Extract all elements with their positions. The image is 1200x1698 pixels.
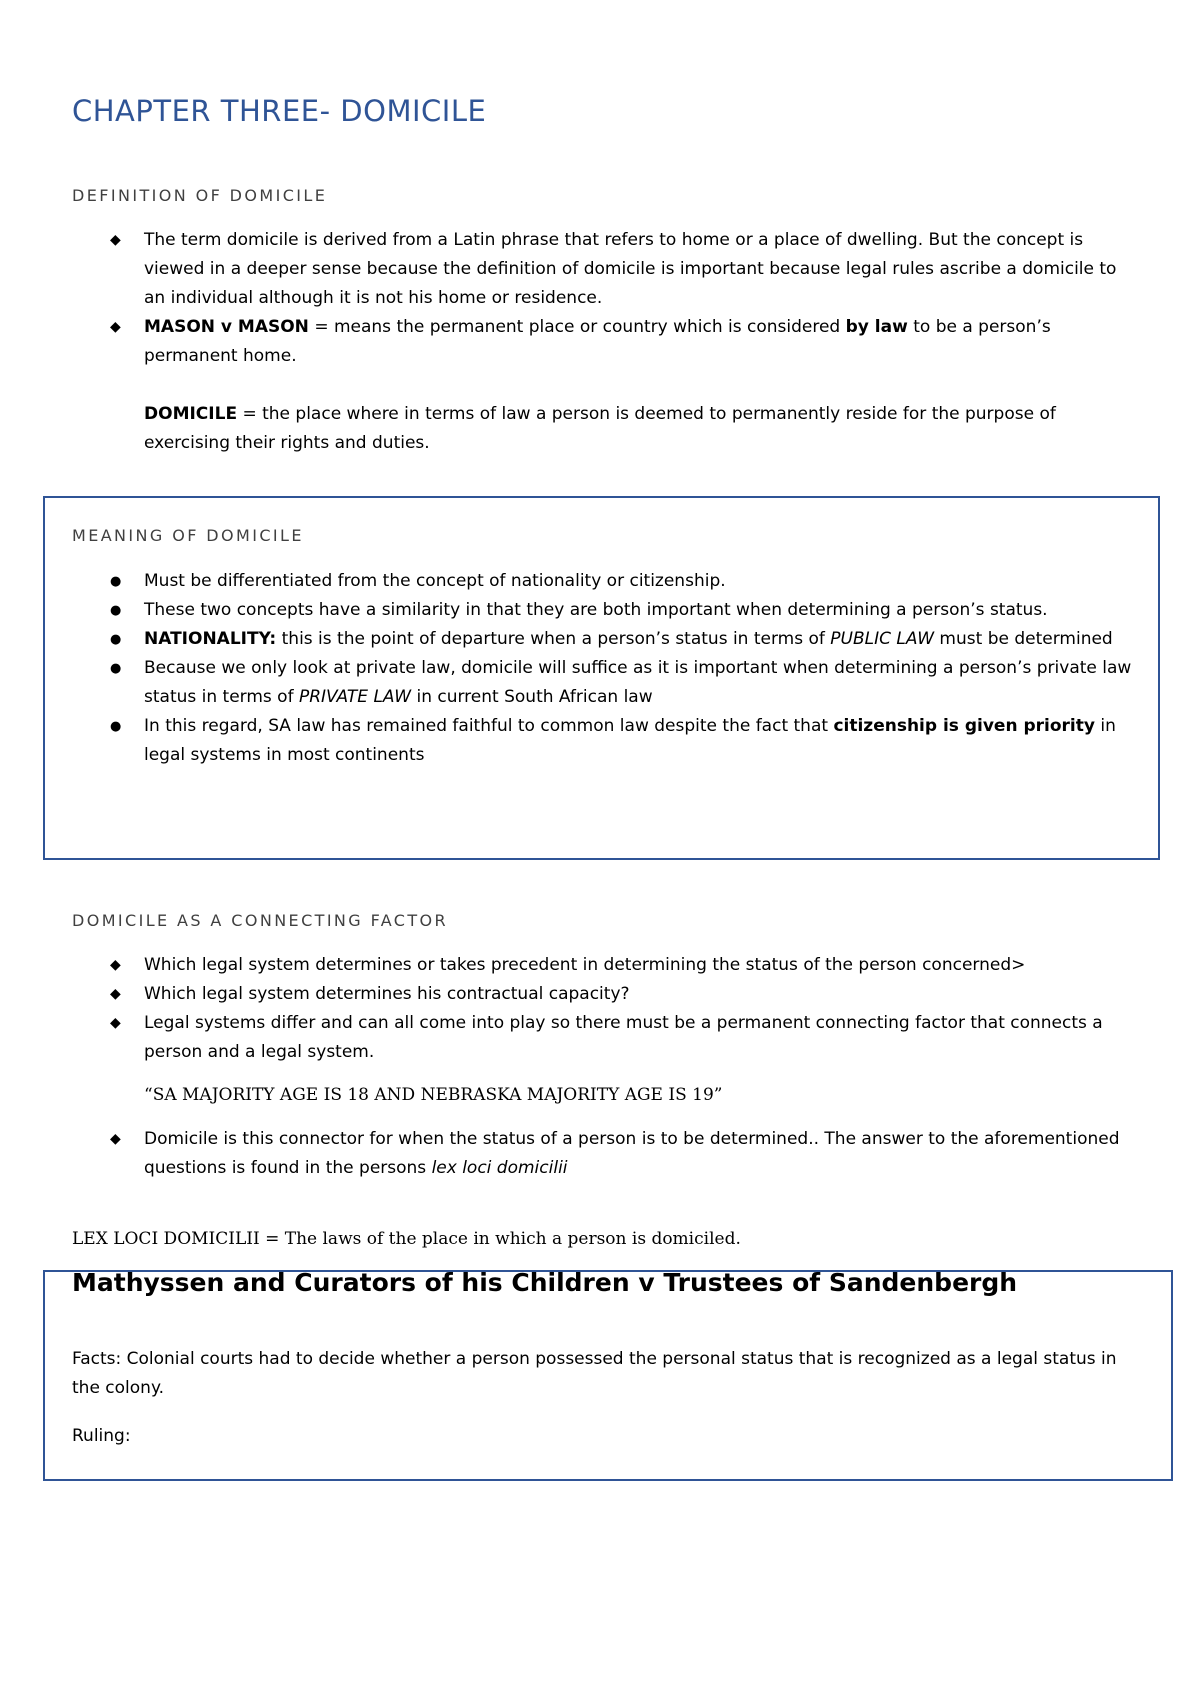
connecting-list <box>72 951 1132 1067</box>
diamond-bullet-icon: ◆ <box>110 319 121 335</box>
definition-list <box>72 226 1132 371</box>
connector-list <box>72 1125 1132 1183</box>
case-facts: Facts: Colonial courts had to decide whether a person possessed the personal status that is recognized as a legal status in the colony. <box>72 1349 1117 1398</box>
case-title: Mathyssen and Curators of his Children v Trustees of Sandenbergh <box>72 1268 1018 1297</box>
list-item: ◆ Which legal system determines his contractual capacity? <box>72 980 1132 1009</box>
section-heading-definition: DEFINITION OF DOMICILE <box>72 186 328 205</box>
meaning-list <box>72 567 1132 770</box>
section-heading-connecting-factor: DOMICILE AS A CONNECTING FACTOR <box>72 911 449 930</box>
definition-section <box>72 226 1132 458</box>
case-ruling-label: Ruling: <box>72 1426 131 1446</box>
dot-bullet-icon: ● <box>110 661 122 676</box>
connecting-factor-section <box>72 951 1132 1183</box>
chapter-title: CHAPTER THREE- DOMICILE <box>72 94 487 128</box>
diamond-bullet-icon: ◆ <box>110 232 121 248</box>
list-item: ● In this regard, SA law has remained faithful to common law despite the fact that citizenship is given priority in legal systems in most continents <box>72 712 1132 770</box>
meaning-section <box>72 567 1132 770</box>
list-item: ● Because we only look at private law, domicile will suffice as it is important when determining a person’s private law status in terms of PRIVATE LAW in current South African law <box>72 654 1132 712</box>
dot-bullet-icon: ● <box>110 574 122 589</box>
dot-bullet-icon: ● <box>110 603 122 618</box>
lex-loci-definition: LEX LOCI DOMICILII = The laws of the place in which a person is domiciled. <box>72 1229 741 1249</box>
list-item: ◆ Which legal system determines or takes precedent in determining the status of the person concerned> <box>72 951 1132 980</box>
list-item: ● Must be differentiated from the concept of nationality or citizenship. <box>72 567 1132 596</box>
list-item: ◆ Domicile is this connector for when the status of a person is to be determined.. The answer to the aforementioned questions is found in the persons lex loci domicilii <box>72 1125 1132 1183</box>
diamond-bullet-icon: ◆ <box>110 957 121 973</box>
list-item: ● NATIONALITY: this is the point of departure when a person’s status in terms of PUBLIC LAW must be determined <box>72 625 1132 654</box>
section-heading-meaning: MEANING OF DOMICILE <box>72 526 304 545</box>
majority-age-quote: “SA MAJORITY AGE IS 18 AND NEBRASKA MAJORITY AGE IS 19” <box>144 1085 723 1105</box>
domicile-definition: DOMICILE = the place where in terms of law a person is deemed to permanently reside for the purpose of exercising their rights and duties. <box>144 404 1056 453</box>
list-item: ◆ The term domicile is derived from a Latin phrase that refers to home or a place of dwelling. But the concept is viewed in a deeper sense because the definition of domicile is important because legal rules ascribe a domicile to an individual although it is not his home or residence. <box>72 226 1132 313</box>
diamond-bullet-icon: ◆ <box>110 1131 121 1147</box>
dot-bullet-icon: ● <box>110 632 122 647</box>
diamond-bullet-icon: ◆ <box>110 986 121 1002</box>
list-item: ● These two concepts have a similarity in that they are both important when determining a person’s status. <box>72 596 1132 625</box>
dot-bullet-icon: ● <box>110 719 122 734</box>
list-item: ◆ Legal systems differ and can all come into play so there must be a permanent connecting factor that connects a person and a legal system. <box>72 1009 1132 1067</box>
list-item: ◆ MASON v MASON = means the permanent place or country which is considered by law to be a person’s permanent home. <box>72 313 1132 371</box>
diamond-bullet-icon: ◆ <box>110 1015 121 1031</box>
